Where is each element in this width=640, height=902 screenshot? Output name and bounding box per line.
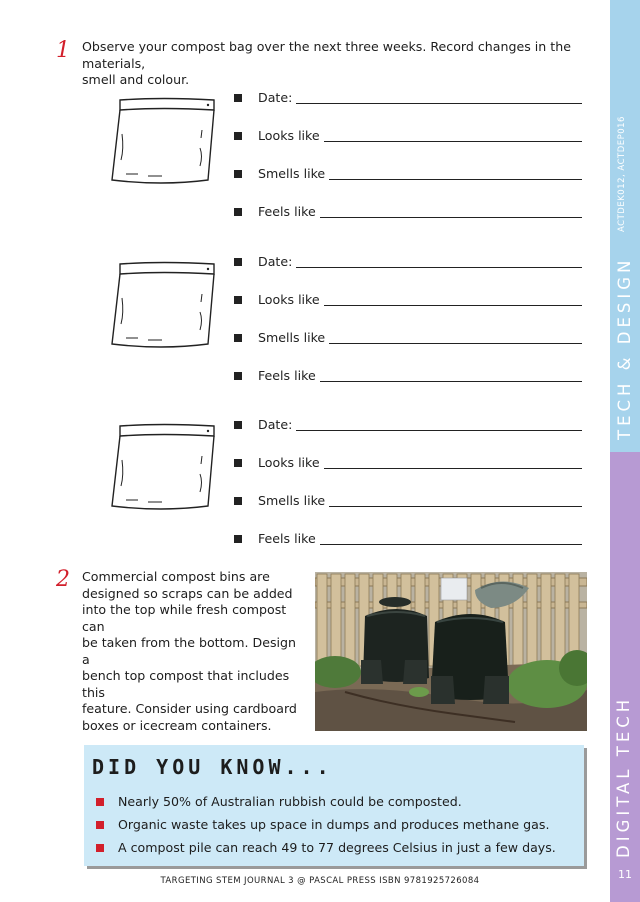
date-label: Date: [258,417,293,432]
square-bullet-icon [234,132,242,140]
smells-like-field[interactable] [234,330,582,346]
square-bullet-icon [234,334,242,342]
question-1-text: Observe your compost bag over the next three weeks. Record changes in the materials, smell and colour. [82,39,571,87]
write-line[interactable] [324,141,582,142]
write-line[interactable] [329,343,582,344]
page-number: 11 [618,868,632,881]
looks-like-field[interactable] [234,455,582,471]
tech-design-label: TECH & DESIGN [615,256,634,440]
fact-item [96,817,549,832]
date-label: Date: [258,254,293,269]
smells-like-label: Smells like [258,330,326,345]
write-line[interactable] [320,217,582,218]
square-bullet-icon [96,798,104,806]
feels-like-field[interactable] [234,368,582,384]
write-line[interactable] [320,381,582,382]
write-line[interactable] [320,544,582,545]
fact-text: Organic waste takes up space in dumps and produces methane gas. [118,817,550,832]
date-label: Date: [258,90,293,105]
curriculum-codes: ACTDEK012, ACTDEP016 [617,116,627,232]
square-bullet-icon [234,497,242,505]
feels-like-label: Feels like [258,531,316,546]
square-bullet-icon [96,821,104,829]
compost-bag-illustration [104,420,220,516]
feels-like-label: Feels like [258,368,316,383]
did-you-know-title: DID YOU KNOW... [92,755,333,779]
write-line[interactable] [296,267,582,268]
write-line[interactable] [324,305,582,306]
fact-text: Nearly 50% of Australian rubbish could be composted. [118,794,462,809]
date-field[interactable] [234,417,582,433]
looks-like-field[interactable] [234,292,582,308]
fact-item [96,794,462,809]
looks-like-field[interactable] [234,128,582,144]
looks-like-label: Looks like [258,292,320,307]
compost-bag-illustration [104,258,220,354]
date-field[interactable] [234,90,582,106]
smells-like-label: Smells like [258,493,326,508]
compost-bag-illustration [104,94,220,190]
square-bullet-icon [234,170,242,178]
square-bullet-icon [234,459,242,467]
square-bullet-icon [234,94,242,102]
write-line[interactable] [296,430,582,431]
date-field[interactable] [234,254,582,270]
fact-text: A compost pile can reach 49 to 77 degrees Celsius in just a few days. [118,840,556,855]
compost-bins-photo [315,572,587,731]
looks-like-label: Looks like [258,128,320,143]
square-bullet-icon [234,208,242,216]
square-bullet-icon [234,421,242,429]
square-bullet-icon [234,535,242,543]
smells-like-label: Smells like [258,166,326,181]
page-footer: TARGETING STEM JOURNAL 3 @ PASCAL PRESS ISBN 9781925726084 [160,876,480,886]
question-2-text: Commercial compost bins are designed so scraps can be added into the top while fresh compost can be taken from the bottom. Design a bench top compost that includes this feature. Consider using cardboard boxes or icecream containers. [82,569,297,733]
feels-like-field[interactable] [234,531,582,547]
digital-tech-label: DIGITAL TECH [614,695,633,858]
question-1-number: 1 [56,38,70,63]
write-line[interactable] [329,179,582,180]
smells-like-field[interactable] [234,166,582,182]
square-bullet-icon [234,372,242,380]
smells-like-field[interactable] [234,493,582,509]
write-line[interactable] [329,506,582,507]
question-2-number: 2 [56,567,70,592]
write-line[interactable] [324,468,582,469]
square-bullet-icon [234,258,242,266]
square-bullet-icon [234,296,242,304]
square-bullet-icon [96,844,104,852]
fact-item [96,840,556,855]
feels-like-field[interactable] [234,204,582,220]
feels-like-label: Feels like [258,204,316,219]
did-you-know-box [84,745,584,866]
looks-like-label: Looks like [258,455,320,470]
write-line[interactable] [296,103,582,104]
